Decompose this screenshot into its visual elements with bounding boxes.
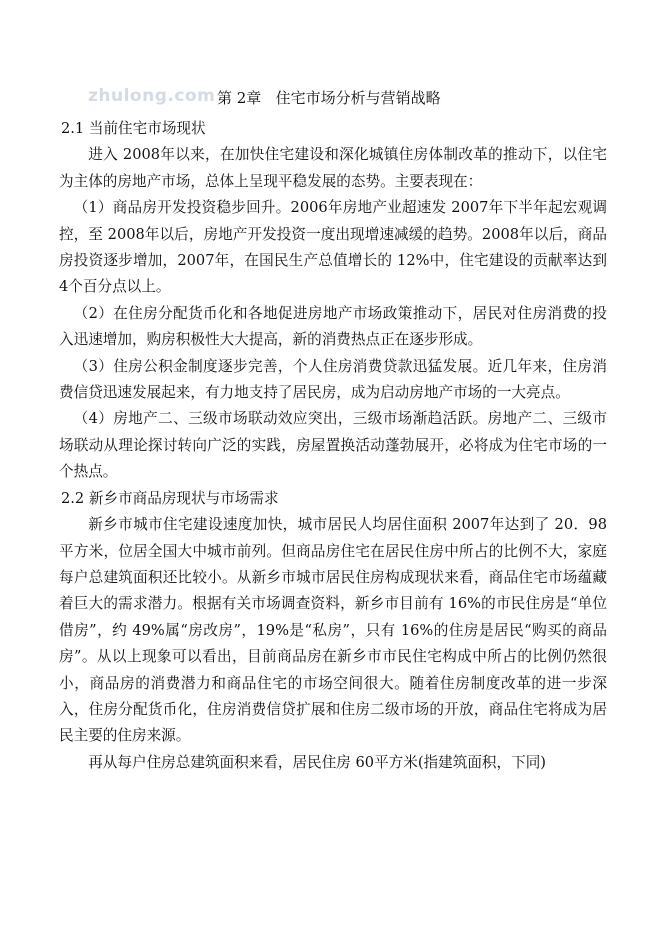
watermark: zhulong.com: [88, 86, 216, 106]
list-item-1: （1）商品房开发投资稳步回升。2006年房地产业超速发 2007年下半年起宏观调控，至 2008年以后，房地产开发投资一度出现增速减缓的趋势。2008年以后，商品房投资逐步增加，2007年，在国民生产总值增长的 12%中，住宅建设的贡献率达到 4个百分点以上。: [59, 199, 607, 296]
list-item-3: （3）住房公积金制度逐步完善，个人住房消费贷款迅猛发展。近几年来，住房消费信贷迅速发展起来，有力地支持了居民房，成为启动房地产市场的一大亮点。: [59, 357, 607, 402]
document-body: [59, 116, 607, 776]
section-2-2-paragraph-2: 再从每户住房总建筑面积来看，居民住房 60平方米(指建筑面积，下同): [88, 753, 547, 771]
section-heading-2-1: 2.1 当前住宅市场现状: [61, 120, 206, 137]
section-2-1-intro: 进入 2008年以来，在加快住宅建设和深化城镇住房体制改革的推动下，以住宅为主体的房地产市场，总体上呈现平稳发展的态势。主要表现在：: [59, 146, 607, 190]
list-item-2: （2）在住房分配货币化和各地促进房地产市场政策推动下，居民对住房消费的投入迅速增加，购房积极性大大提高，新的消费热点正在逐步形成。: [59, 304, 607, 349]
section-heading-2-2: 2.2 新乡市商品房现状与市场需求: [61, 489, 279, 507]
section-2-2-paragraph-1: 新乡市城市住宅建设速度加快，城市居民人均居住面积 2007年达到了 20．98平方米，位居全国大中城市前列。但商品房住宅在居民住房中所占的比例不大，家庭每户总建筑面积还比较小。从新乡市城市居民住房构成现状来看，商品住宅市场蕴藏着巨大的需求潜力。根据有关市场调查资料，新乡市目前有 16%的市民住房是“单位借房”，约 49%属“房改房”，19%是“私房”，只有 16%的住房是居民“购买的商品房”。从以上现象可以看出，目前商品房在新乡市市民住宅构成中所占的比例仍然很小，商品房的消费潜力和商品住宅的市场空间很大。随着住房制度改革的进一步深入，住房分配货币化，住房消费信贷扩展和住房二级市场的开放，商品住宅将成为居民主要的住房来源。: [59, 516, 607, 745]
chapter-title: 第 2章 住宅市场分析与营销战略: [217, 89, 441, 107]
list-item-4: （4）房地产二、三级市场联动效应突出，三级市场渐趋活跃。房地产二、三级市场联动从理论探讨转向广泛的实践，房屋置换活动蓬勃展开，必将成为住宅市场的一个热点。: [59, 410, 607, 481]
